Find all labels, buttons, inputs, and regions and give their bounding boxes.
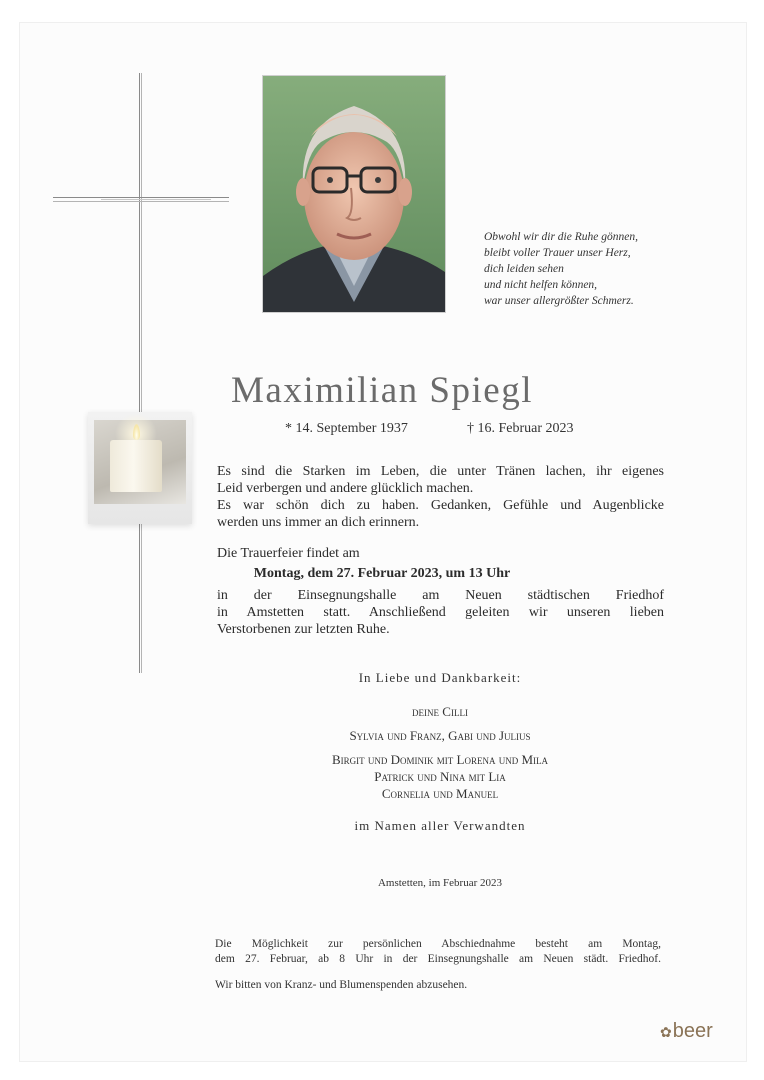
family-line: Cornelia und Manuel xyxy=(381,786,499,801)
paragraph-line: Verstorbenen zur letzten Ruhe. xyxy=(217,622,390,637)
family-line: Patrick und Nina mit Lia xyxy=(374,769,506,784)
funeral-intro: Die Trauerfeier findet am xyxy=(217,546,360,561)
paragraph-line: werden uns immer an dich erinnern. xyxy=(217,515,420,530)
family-line: Sylvia und Franz, Gabi und Julius xyxy=(349,728,531,743)
place-date: Amstetten, im Februar 2023 xyxy=(377,877,503,889)
logo-text: beer xyxy=(672,1020,713,1042)
flame-icon xyxy=(133,424,140,440)
farewell-paragraph xyxy=(217,463,664,531)
portrait-photo xyxy=(262,75,446,313)
death-date: † 16. Februar 2023 xyxy=(467,421,574,436)
funeral-date: Montag, dem 27. Februar 2023, um 13 Uhr xyxy=(253,566,511,581)
notice-line: Die Möglichkeit zur persönlichen Abschiednahme besteht am Montag, xyxy=(215,938,661,950)
family-line: Birgit und Dominik mit Lorena und Mila xyxy=(331,752,549,767)
paragraph-line: Leid verbergen und andere glücklich machen. xyxy=(217,481,474,496)
relatives-line: im Namen aller Verwandten xyxy=(354,818,526,833)
family-line: deine Cilli xyxy=(412,704,468,719)
paragraph-line: in Amstetten statt. Anschließend geleiten wir unseren lieben xyxy=(217,605,664,620)
poem-line: dich leiden sehen xyxy=(484,263,564,275)
cross-horizontal-beam xyxy=(53,197,229,202)
funeral-home-logo xyxy=(660,1020,713,1043)
love-line: In Liebe und Dankbarkeit: xyxy=(358,670,522,685)
poem xyxy=(484,229,734,309)
paragraph-line: in der Einsegnungshalle am Neuen städtischen Friedhof xyxy=(217,588,664,603)
flower-icon: ✿ xyxy=(660,1024,672,1040)
poem-line: Obwohl wir dir die Ruhe gönnen, xyxy=(484,231,638,243)
poem-line: und nicht helfen können, xyxy=(484,279,598,291)
deceased-name: Maximilian Spiegl xyxy=(231,370,533,411)
birth-date: * 14. September 1937 xyxy=(285,421,408,436)
paragraph-line: Es sind die Starken im Leben, die unter Tränen lachen, ihr eigenes xyxy=(217,464,664,479)
candle-image xyxy=(88,412,192,524)
funeral-paragraph xyxy=(217,587,664,638)
viewing-notice xyxy=(215,937,661,967)
poem-line: bleibt voller Trauer unser Herz, xyxy=(484,247,631,259)
donation-request: Wir bitten von Kranz- und Blumenspenden abzusehen. xyxy=(215,979,468,991)
notice-line: dem 27. Februar, ab 8 Uhr in der Einsegnungshalle am Neuen städt. Friedhof. xyxy=(215,953,661,965)
poem-line: war unser allergrößter Schmerz. xyxy=(484,295,634,307)
paragraph-line: Es war schön dich zu haben. Gedanken, Gefühle und Augenblicke xyxy=(217,498,664,513)
